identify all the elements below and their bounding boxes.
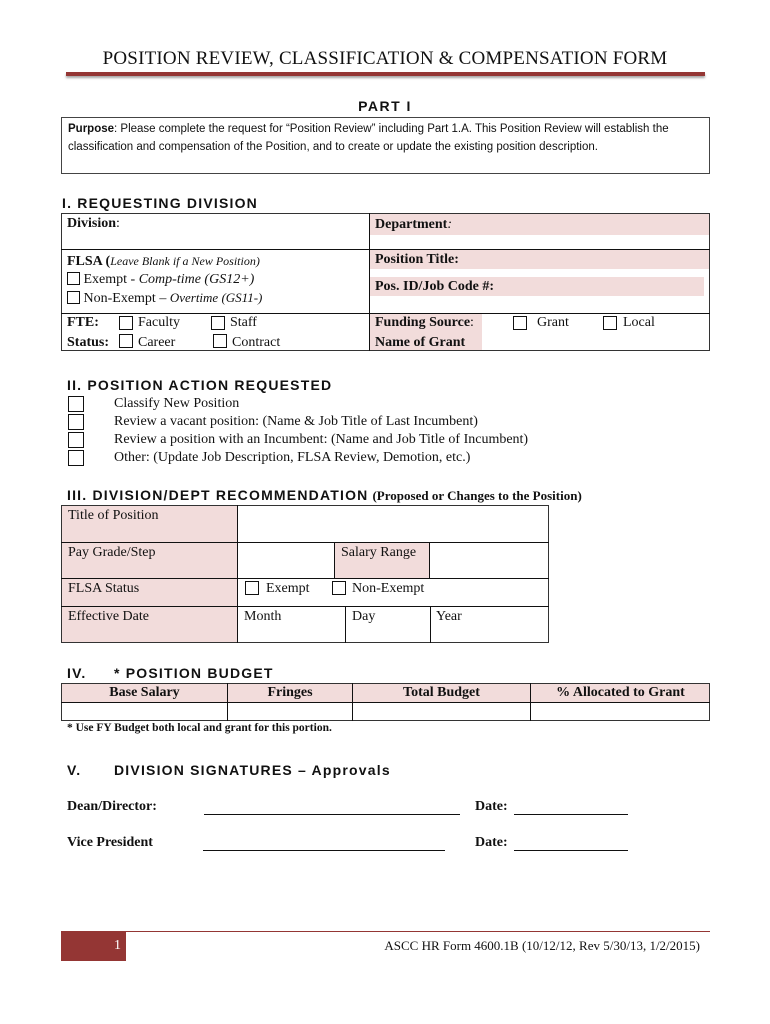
action-option-3: Review a position with an Incumbent: (Name and Job Title of Incumbent): [114, 432, 529, 447]
action-option-1: Classify New Position: [114, 396, 240, 411]
purpose-label: Purpose: [68, 123, 115, 135]
title-of-position-label: Title of Position: [68, 508, 159, 523]
section4-heading: * POSITION BUDGET: [114, 665, 274, 681]
form-title: POSITION REVIEW, CLASSIFICATION & COMPENSATION FORM: [102, 48, 668, 69]
funding-source-label: Funding Source:: [375, 315, 474, 330]
footer-rule: [126, 931, 710, 932]
funding-grant-label: Grant: [537, 315, 569, 330]
vp-date-line[interactable]: [514, 850, 628, 851]
action-option-2: Review a vacant position: (Name & Job Title of Last Incumbent): [114, 414, 478, 429]
vp-signature-line[interactable]: [203, 850, 445, 851]
status-label: Status:: [67, 335, 110, 350]
purpose-text: : Please complete the request for “Position Review” including Part 1.A. This Position Review will establish the classification and compensation of the Position, and to create or update the existing position description.: [68, 123, 669, 153]
section5-heading: DIVISION SIGNATURES – Approvals: [114, 762, 391, 778]
section4-heading-num: IV.: [67, 665, 87, 681]
status-career-label: Career: [138, 335, 176, 350]
purpose-box: [61, 117, 710, 174]
pay-grade-label: Pay Grade/Step: [68, 545, 156, 560]
title-underline: [66, 72, 705, 76]
flsa-exempt-checkbox[interactable]: [67, 272, 80, 285]
budget-note: * Use FY Budget both local and grant for this portion.: [67, 722, 332, 734]
budget-col-total: Total Budget: [403, 685, 480, 700]
position-title-label[interactable]: Position Title:: [375, 252, 459, 267]
funding-local-checkbox[interactable]: [603, 316, 617, 330]
form-id: ASCC HR Form 4600.1B (10/12/12, Rev 5/30/13, 1/2/2015): [384, 938, 700, 953]
vp-label: Vice President: [67, 835, 153, 850]
dean-signature-line[interactable]: [204, 814, 460, 815]
grant-name-label[interactable]: Name of Grant: [375, 335, 466, 350]
action-checkbox-4[interactable]: [68, 450, 84, 466]
year-label[interactable]: Year: [436, 609, 462, 624]
budget-col-base-salary: Base Salary: [109, 685, 180, 700]
funding-local-label: Local: [623, 315, 655, 330]
flsa-status-label: FLSA Status: [68, 581, 140, 596]
section5-heading-num: V.: [67, 762, 82, 778]
action-checkbox-1[interactable]: [68, 396, 84, 412]
rec-nonexempt-checkbox[interactable]: [332, 581, 346, 595]
dean-date-label: Date:: [475, 799, 508, 814]
vp-date-label: Date:: [475, 835, 508, 850]
flsa-nonexempt-checkbox[interactable]: [67, 291, 80, 304]
pos-id-label[interactable]: Pos. ID/Job Code #:: [375, 279, 495, 294]
fte-staff-label: Staff: [230, 315, 257, 330]
flsa-group: FLSA (Leave Blank if a New Position) Exempt - Comp-time (GS12+) Non-Exempt – Overtime (GS11-): [67, 254, 263, 306]
rec-nonexempt-label: Non-Exempt: [352, 581, 425, 596]
status-contract-checkbox[interactable]: [213, 334, 227, 348]
section2-heading: II. POSITION ACTION REQUESTED: [67, 377, 333, 393]
action-option-4: Other: (Update Job Description, FLSA Review, Demotion, etc.): [114, 450, 471, 465]
page-number: 1: [114, 938, 121, 953]
rec-exempt-label: Exempt: [266, 581, 310, 596]
salary-range-label: Salary Range: [341, 545, 417, 560]
division-label[interactable]: Division:: [67, 216, 120, 231]
fte-label: FTE:: [67, 315, 99, 330]
action-checkbox-2[interactable]: [68, 414, 84, 430]
fte-staff-checkbox[interactable]: [211, 316, 225, 330]
dean-date-line[interactable]: [514, 814, 628, 815]
part-heading: PART I: [358, 98, 412, 114]
fte-faculty-label: Faculty: [138, 315, 180, 330]
funding-grant-checkbox[interactable]: [513, 316, 527, 330]
section3-heading: III. DIVISION/DEPT RECOMMENDATION (Proposed or Changes to the Position): [67, 487, 582, 503]
rec-exempt-checkbox[interactable]: [245, 581, 259, 595]
month-label[interactable]: Month: [244, 609, 282, 624]
action-checkbox-3[interactable]: [68, 432, 84, 448]
status-contract-label: Contract: [232, 335, 281, 350]
budget-col-allocated: % Allocated to Grant: [556, 685, 685, 700]
status-career-checkbox[interactable]: [119, 334, 133, 348]
fte-faculty-checkbox[interactable]: [119, 316, 133, 330]
dean-label: Dean/Director:: [67, 799, 157, 814]
section1-heading: I. REQUESTING DIVISION: [62, 195, 258, 211]
effective-date-label: Effective Date: [68, 609, 149, 624]
day-label[interactable]: Day: [352, 609, 376, 624]
budget-col-fringes: Fringes: [267, 685, 313, 700]
department-label[interactable]: Department:: [375, 217, 452, 232]
